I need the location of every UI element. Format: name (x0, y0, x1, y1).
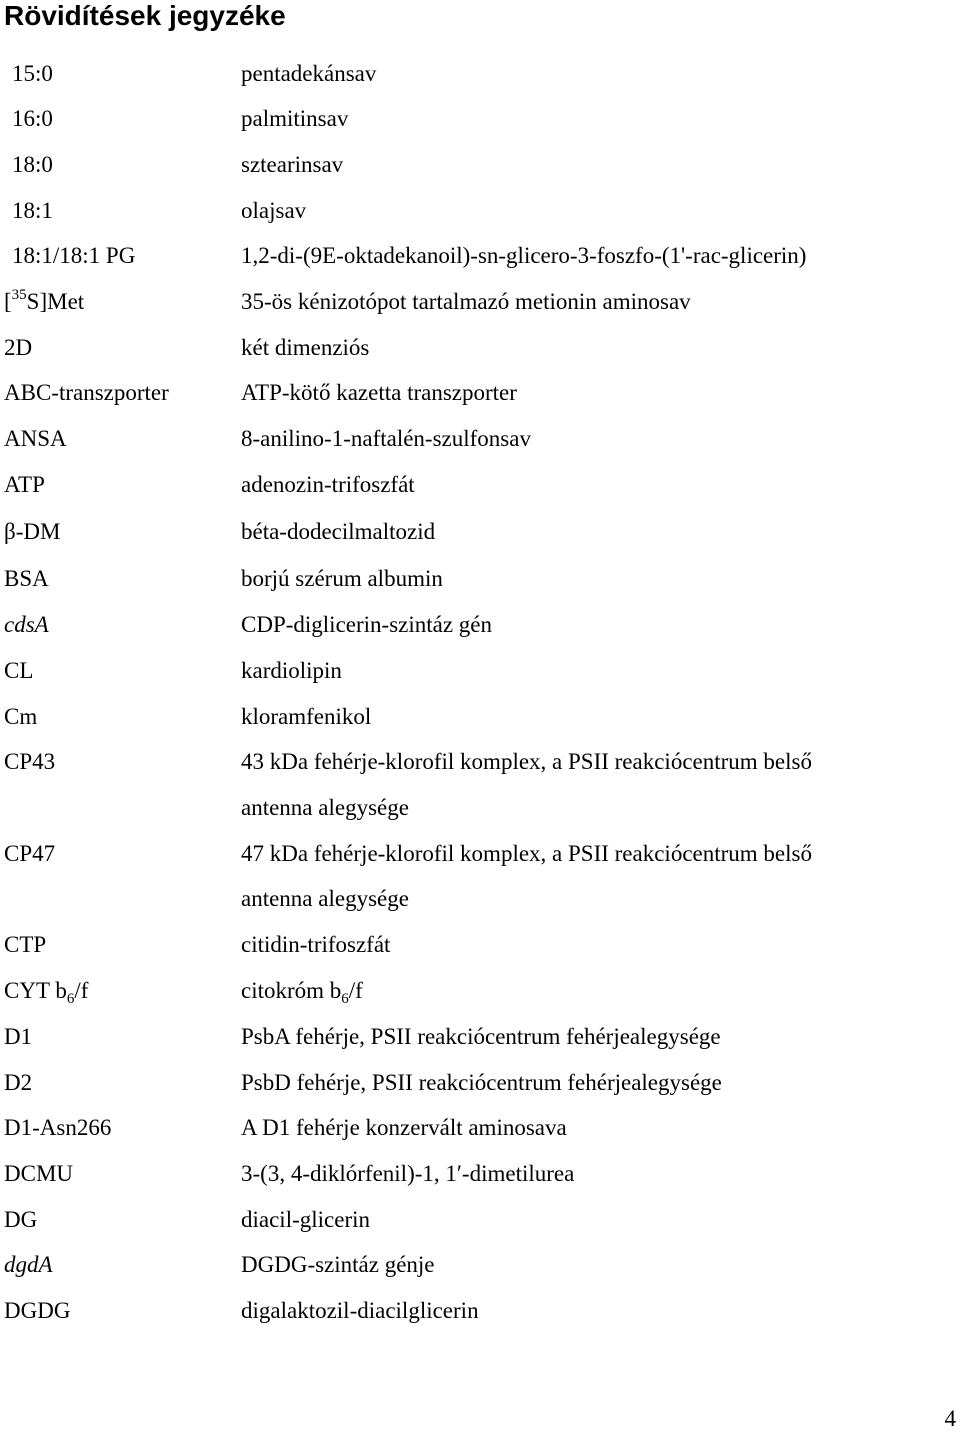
abbreviation: cdsA (4, 612, 49, 637)
list-item (0, 1159, 960, 1189)
definition: olajsav (241, 198, 307, 223)
list-item (0, 333, 960, 363)
abbreviation: D2 (4, 1070, 33, 1095)
abbreviation-suffix: S]Met (26, 289, 85, 314)
definition: A D1 fehérje konzervált aminosava (241, 1115, 567, 1140)
list-item (0, 59, 960, 89)
abbreviation: Cm (4, 704, 38, 729)
list-item (0, 241, 960, 271)
abbreviation: D1-Asn266 (4, 1115, 112, 1140)
isotope-superscript: 35 (11, 287, 27, 303)
abbreviation: β-DM (4, 519, 61, 544)
definition: kloramfenikol (241, 704, 372, 729)
list-item (0, 656, 960, 686)
list-item (0, 1250, 960, 1280)
definition: 1,2-di-(9E-oktadekanoil)-sn-glicero-3-foszfo-(1'-rac-glicerin) (241, 243, 807, 268)
page-number: 4 (944, 1406, 956, 1431)
abbreviation: 18:0 (12, 152, 53, 177)
definition: két dimenziós (241, 335, 370, 360)
abbreviation: DGDG (4, 1298, 71, 1323)
list-item (0, 839, 960, 869)
definition: citidin-trifoszfát (241, 932, 391, 957)
abbreviation: CL (4, 658, 34, 683)
abbreviation-suffix: /f (74, 978, 89, 1003)
list-item (0, 470, 960, 500)
list-item (0, 424, 960, 454)
list-item (0, 930, 960, 960)
abbreviation: BSA (4, 566, 49, 591)
list-item (0, 104, 960, 134)
list-item (0, 1113, 960, 1143)
definition (241, 976, 363, 1006)
definition: PsbA fehérje, PSII reakciócentrum fehérjealegysége (241, 1024, 721, 1049)
list-item (0, 747, 960, 777)
definition: digalaktozil-diacilglicerin (241, 1298, 479, 1323)
abbreviation-prefix: CYT b (4, 978, 67, 1003)
list-item (0, 1022, 960, 1052)
abbreviation: 15:0 (12, 61, 53, 86)
definition: palmitinsav (241, 106, 349, 131)
definition: 35-ös kénizotópot tartalmazó metionin aminosav (241, 289, 691, 314)
abbreviation: DCMU (4, 1161, 74, 1186)
abbreviation: DG (4, 1207, 38, 1232)
list-item (0, 150, 960, 180)
definition: borjú szérum albumin (241, 566, 443, 591)
definition: CDP-diglicerin-szintáz gén (241, 612, 493, 637)
definition: ATP-kötő kazetta transzporter (241, 380, 517, 405)
list-item (0, 1205, 960, 1235)
definition: kardiolipin (241, 658, 342, 683)
definition: adenozin-trifoszfát (241, 472, 415, 497)
definition-prefix: citokróm b (241, 978, 342, 1003)
list-item-continuation (0, 793, 960, 823)
abbreviation (4, 287, 84, 317)
abbreviation: 18:1/18:1 PG (12, 243, 136, 268)
abbreviation-prefix: [ (4, 289, 12, 314)
definition-continuation: antenna alegysége (241, 795, 409, 820)
abbreviation: ANSA (4, 426, 67, 451)
list-item (0, 564, 960, 594)
abbreviation: D1 (4, 1024, 33, 1049)
definition: sztearinsav (241, 152, 344, 177)
abbreviation: CTP (4, 932, 47, 957)
list-item (0, 196, 960, 226)
abbreviation (4, 976, 88, 1006)
definition: 43 kDa fehérje-klorofil komplex, a PSII reakciócentrum belső (241, 749, 812, 774)
definition-suffix: /f (348, 978, 363, 1003)
definition: 8-anilino-1-naftalén-szulfonsav (241, 426, 531, 451)
definition-continuation: antenna alegysége (241, 886, 409, 911)
definition: DGDG-szintáz génje (241, 1252, 435, 1277)
abbreviation: 2D (4, 335, 33, 360)
list-item (0, 378, 960, 408)
list-item (0, 517, 960, 547)
list-item (0, 287, 960, 317)
abbreviation: 16:0 (12, 106, 53, 131)
list-item (0, 1296, 960, 1326)
definition: pentadekánsav (241, 61, 377, 86)
definition: béta-dodecilmaltozid (241, 519, 436, 544)
definition: diacil-glicerin (241, 1207, 370, 1232)
definition: PsbD fehérje, PSII reakciócentrum fehérjealegysége (241, 1070, 722, 1095)
page-title: Rövidítések jegyzéke (4, 0, 286, 31)
abbreviation: 18:1 (12, 198, 53, 223)
list-item (0, 702, 960, 732)
definition: 47 kDa fehérje-klorofil komplex, a PSII reakciócentrum belső (241, 841, 812, 866)
abbreviation: dgdA (4, 1252, 53, 1277)
list-item-continuation (0, 884, 960, 914)
definition: 3-(3, 4-diklórfenil)-1, 1′-dimetilurea (241, 1161, 575, 1186)
abbreviation: ATP (4, 472, 45, 497)
list-item (0, 976, 960, 1006)
abbreviation: CP43 (4, 749, 56, 774)
abbreviation: CP47 (4, 841, 56, 866)
abbreviation: ABC-transzporter (4, 380, 169, 405)
abbreviation-subscript: 6 (66, 991, 75, 1007)
list-item (0, 610, 960, 640)
list-item (0, 1068, 960, 1098)
definition-subscript: 6 (341, 991, 349, 1007)
